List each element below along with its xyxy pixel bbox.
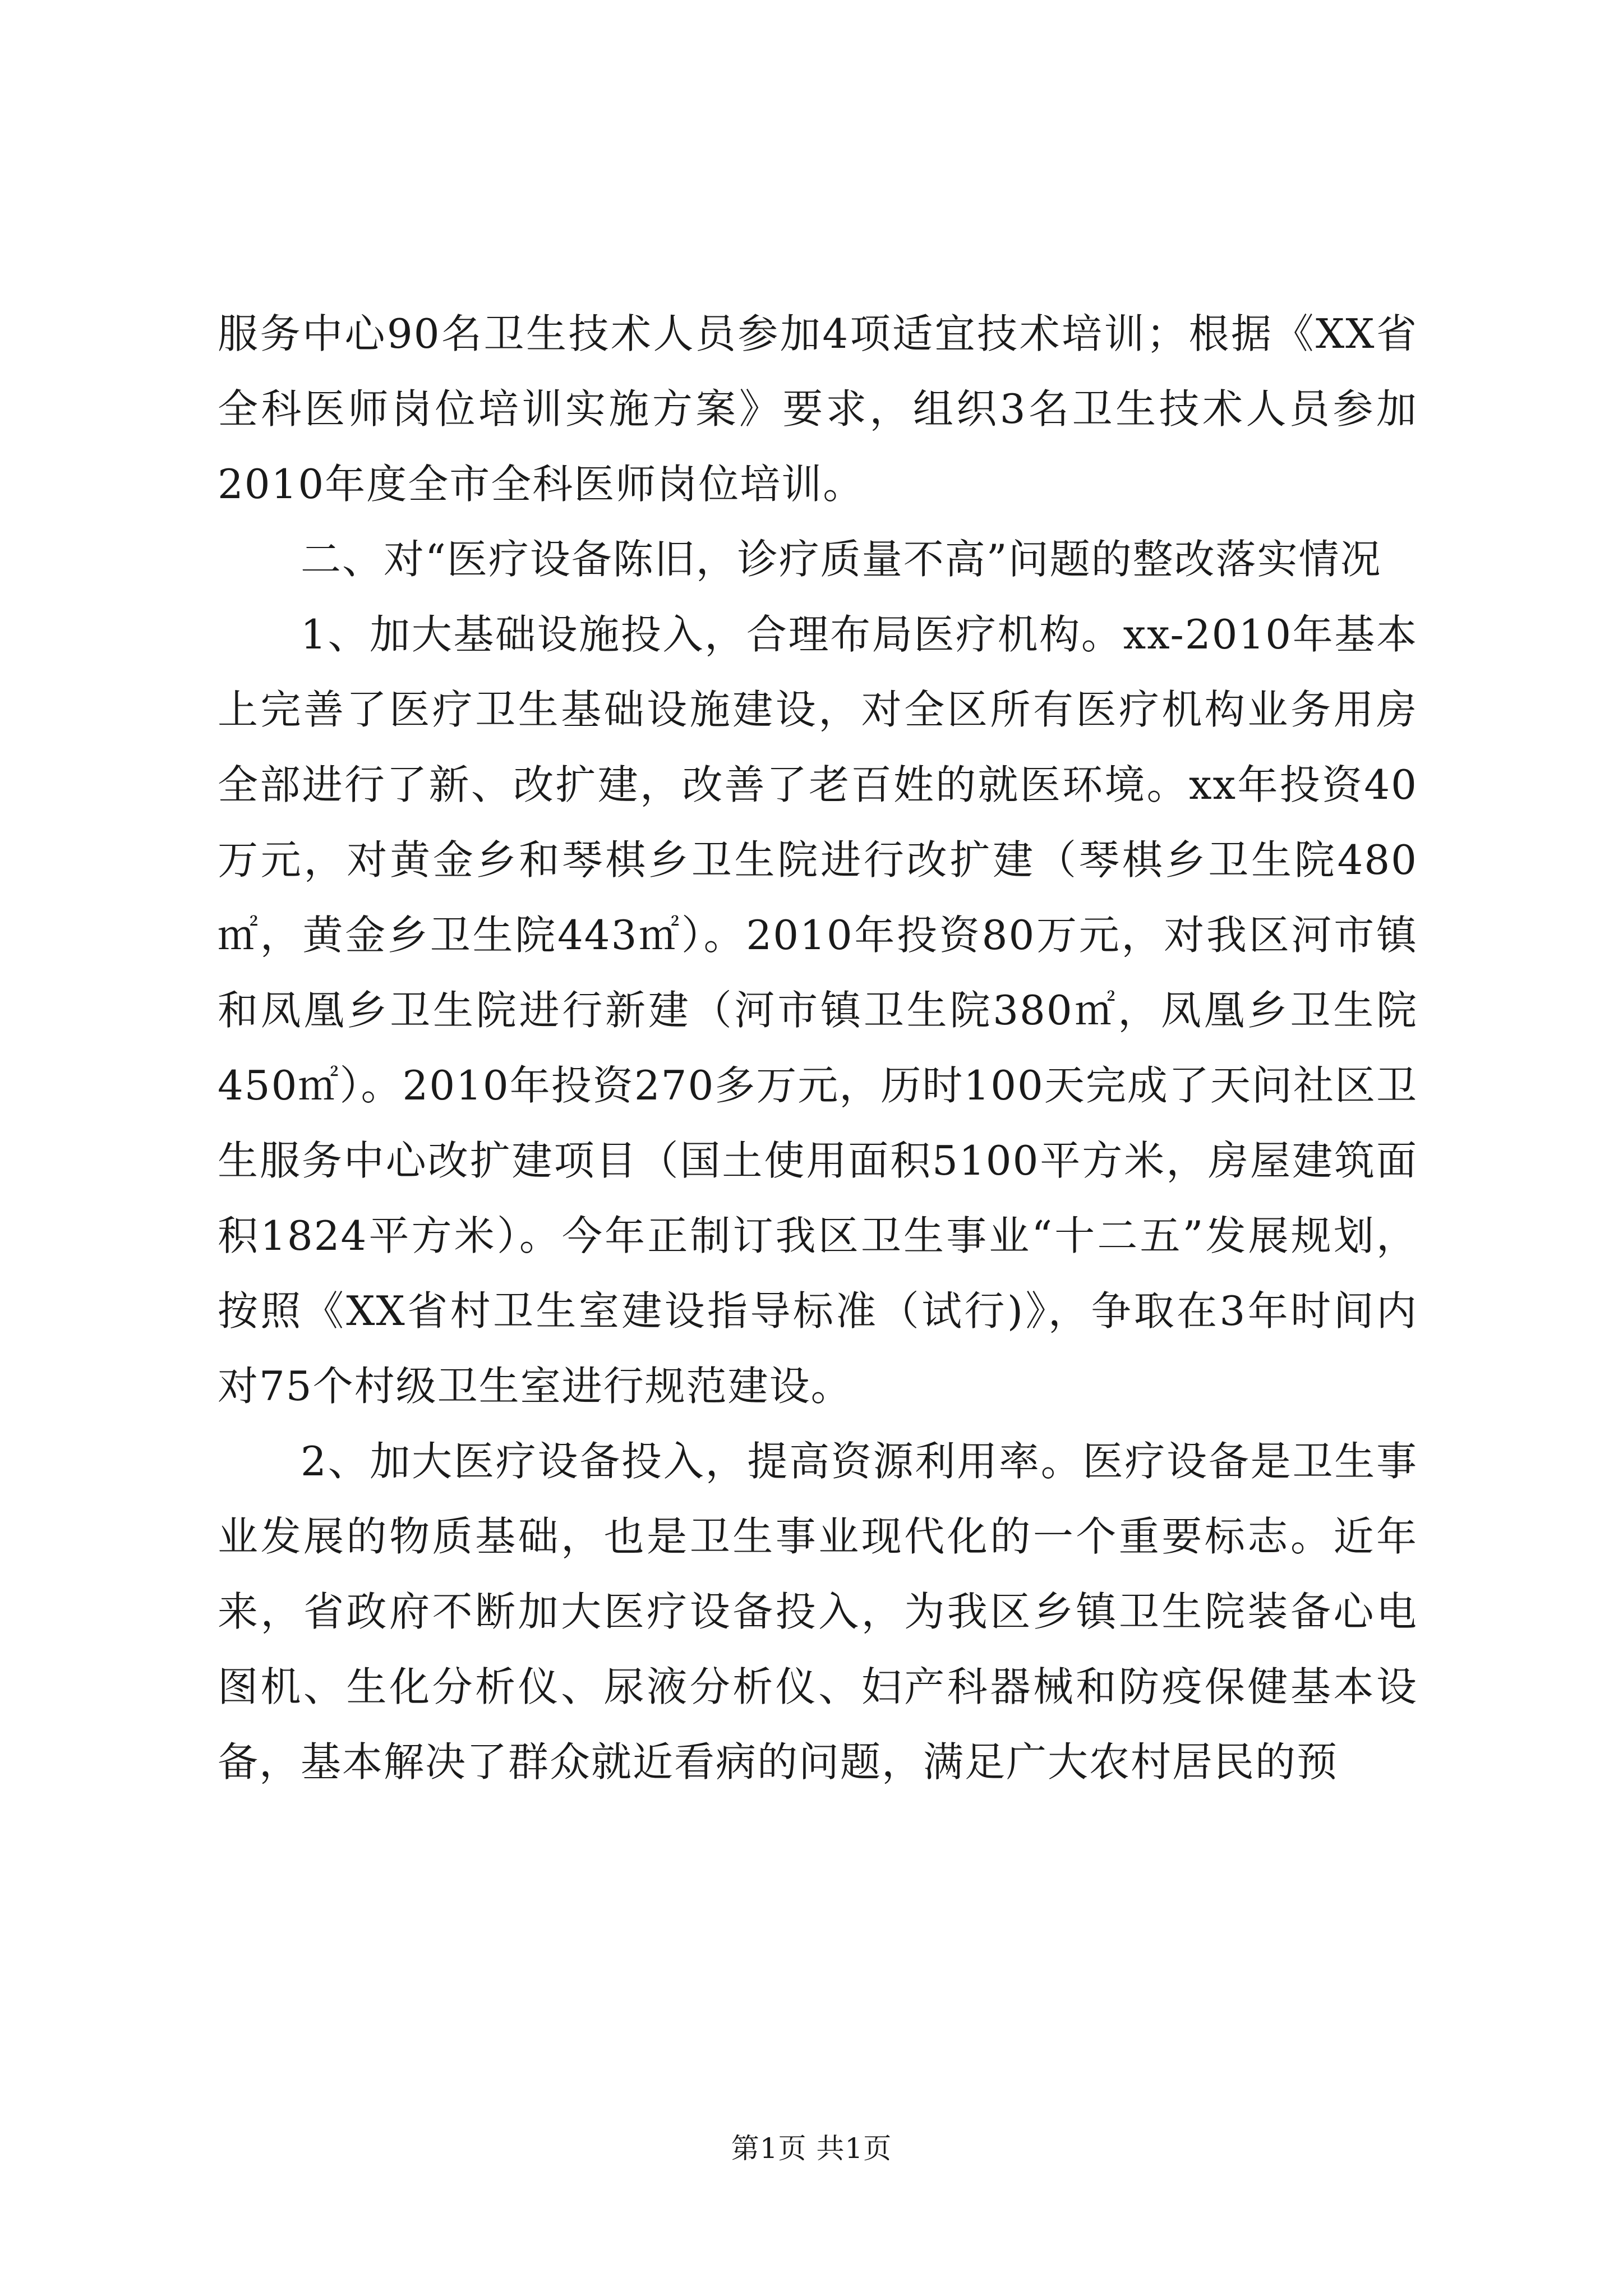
paragraph-continuation: 服务中心90名卫生技术人员参加4项适宜技术培训；根据《XX省全科医师岗位培训实施方案》要求，组织3名卫生技术人员参加2010年度全市全科医师岗位培训。 <box>218 310 1418 508</box>
paragraph-infrastructure: 1、加大基础设施投入，合理布局医疗机构。xx-2010年基本上完善了医疗卫生基础设施建设，对全区所有医疗机构业务用房全部进行了新、改扩建，改善了老百姓的就医环境。xx年投资40万元，对黄金乡和琴棋乡卫生院进行改扩建（琴棋乡卫生院480㎡，黄金乡卫生院443㎡）。2010年投资80万元，对我区河市镇和凤凰乡卫生院进行新建（河市镇卫生院380㎡，凤凰乡卫生院450㎡）。2010年投资270多万元，历时100天完成了天问社区卫生服务中心改扩建项目（国土使用面积5100平方米，房屋建筑面积1824平方米）。今年正制订我区卫生事业“十二五”发展规划，按照《XX省村卫生室建设指导标准（试行)》，争取在3年时间内对75个村级卫生室进行规范建设。 <box>218 611 1418 1410</box>
document-body <box>218 296 1418 1800</box>
section-heading: 二、对“医疗设备陈旧，诊疗质量不高”问题的整改落实情况 <box>301 536 1382 583</box>
page-number: 第1页 共1页 <box>731 2132 892 2165</box>
paragraph-equipment: 2、加大医疗设备投入，提高资源利用率。医疗设备是卫生事业发展的物质基础，也是卫生事业现代化的一个重要标志。近年来，省政府不断加大医疗设备投入，为我区乡镇卫生院装备心电图机、生化分析仪、尿液分析仪、妇产科器械和防疫保健基本设备，基本解决了群众就近看病的问题，满足广大农村居民的预 <box>218 1438 1418 1786</box>
